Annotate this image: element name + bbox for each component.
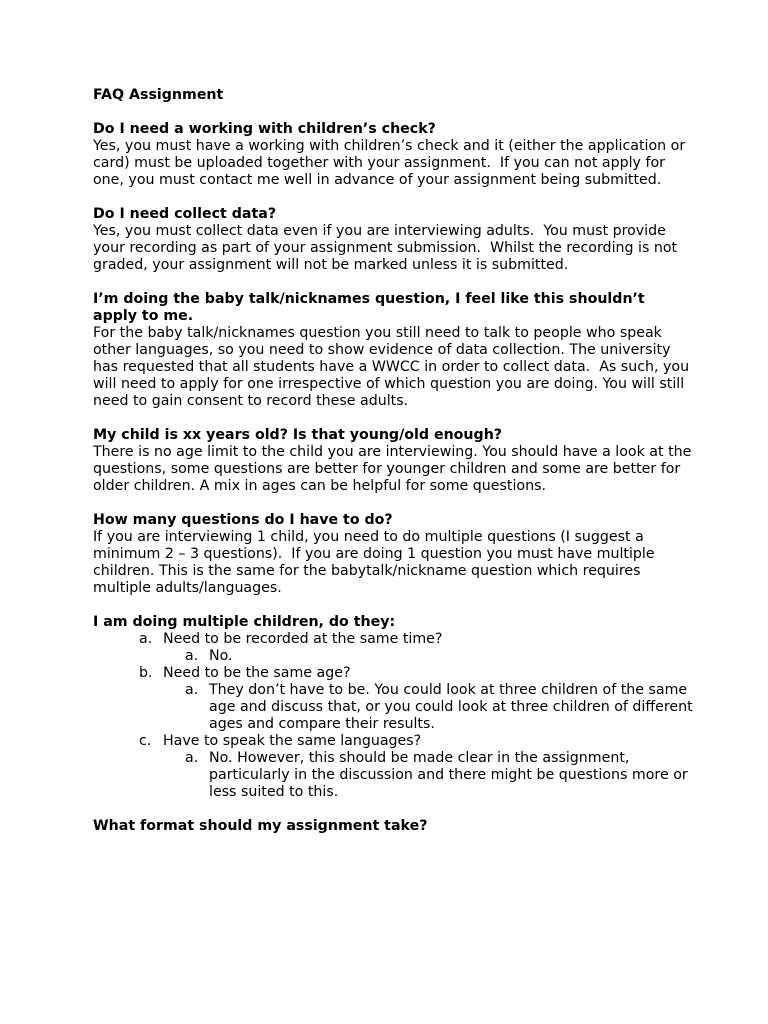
faq-item bbox=[93, 427, 696, 495]
faq-item bbox=[93, 512, 693, 597]
list-item-text: Need to be recorded at the same time? bbox=[163, 631, 443, 647]
faq-item bbox=[93, 818, 693, 835]
faq-question: My child is xx years old? Is that young/old enough? bbox=[93, 427, 503, 443]
faq-answer: Yes, you must collect data even if you are interviewing adults. You must provide your recording as part of your assignment submission. Whilst the recording is not graded, your assignment will not be marked unless it is submitted. bbox=[93, 223, 682, 273]
faq-item bbox=[93, 206, 693, 274]
faq-question: Do I need collect data? bbox=[93, 206, 277, 222]
sub-list-item bbox=[93, 648, 693, 665]
sub-list-item-text: They don’t have to be. You could look at three children of the same age and discuss that, or you could look at three children of different ages and compare their results. bbox=[209, 682, 693, 732]
sub-list-item-text: No. However, this should be made clear in the assignment, particularly in the discussion and there might be questions more or less suited to this. bbox=[209, 750, 688, 800]
list-marker: c. bbox=[139, 733, 152, 749]
list-marker: a. bbox=[185, 682, 199, 698]
faq-answer: Yes, you must have a working with children’s check and it (either the application or card) must be uploaded together with your assignment. If you can not apply for one, you must contact me well in advance of your assignment being submitted. bbox=[93, 138, 690, 188]
faq-question: What format should my assignment take? bbox=[93, 818, 428, 834]
faq-question: I’m doing the baby talk/nicknames question, I feel like this shouldn’t apply to me. bbox=[93, 291, 645, 324]
document-page bbox=[93, 87, 696, 852]
list-marker: a. bbox=[185, 648, 199, 664]
list-marker: a. bbox=[185, 750, 199, 766]
list-item bbox=[93, 665, 693, 682]
faq-question: I am doing multiple children, do they: bbox=[93, 614, 396, 630]
list-item-text: Have to speak the same languages? bbox=[163, 733, 422, 749]
faq-answer: For the baby talk/nicknames question you still need to talk to people who speak other languages, so you need to show evidence of data collection. The university has requested that all students have a WWCC in order to collect data. As such, you will need to apply for one irrespective of which question you are doing. You will still need to gain consent to record these adults. bbox=[93, 325, 694, 409]
sub-list-item bbox=[93, 750, 693, 801]
sub-list-item-text: No. bbox=[209, 648, 233, 664]
faq-answer: There is no age limit to the child you are interviewing. You should have a look at the questions, some questions are better for younger children and some are better for older children. A mix in ages can be helpful for some questions. bbox=[93, 444, 696, 494]
list-item bbox=[93, 631, 693, 648]
list-marker: a. bbox=[139, 631, 153, 647]
list-item-text: Need to be the same age? bbox=[163, 665, 351, 681]
list-marker: b. bbox=[139, 665, 153, 681]
list-item bbox=[93, 733, 693, 750]
faq-answer: If you are interviewing 1 child, you need to do multiple questions (I suggest a minimum 2 – 3 questions). If you are doing 1 question you must have multiple children. This is the same for the babytalk/nickname question which requires multiple adults/languages. bbox=[93, 529, 660, 596]
faq-question: How many questions do I have to do? bbox=[93, 512, 393, 528]
faq-item bbox=[93, 291, 693, 410]
faq-question: Do I need a working with children’s check? bbox=[93, 121, 436, 137]
faq-item bbox=[93, 121, 693, 189]
document-title: FAQ Assignment bbox=[93, 87, 224, 103]
faq-item-multiple-children bbox=[93, 614, 693, 801]
sub-list-item bbox=[93, 682, 693, 733]
